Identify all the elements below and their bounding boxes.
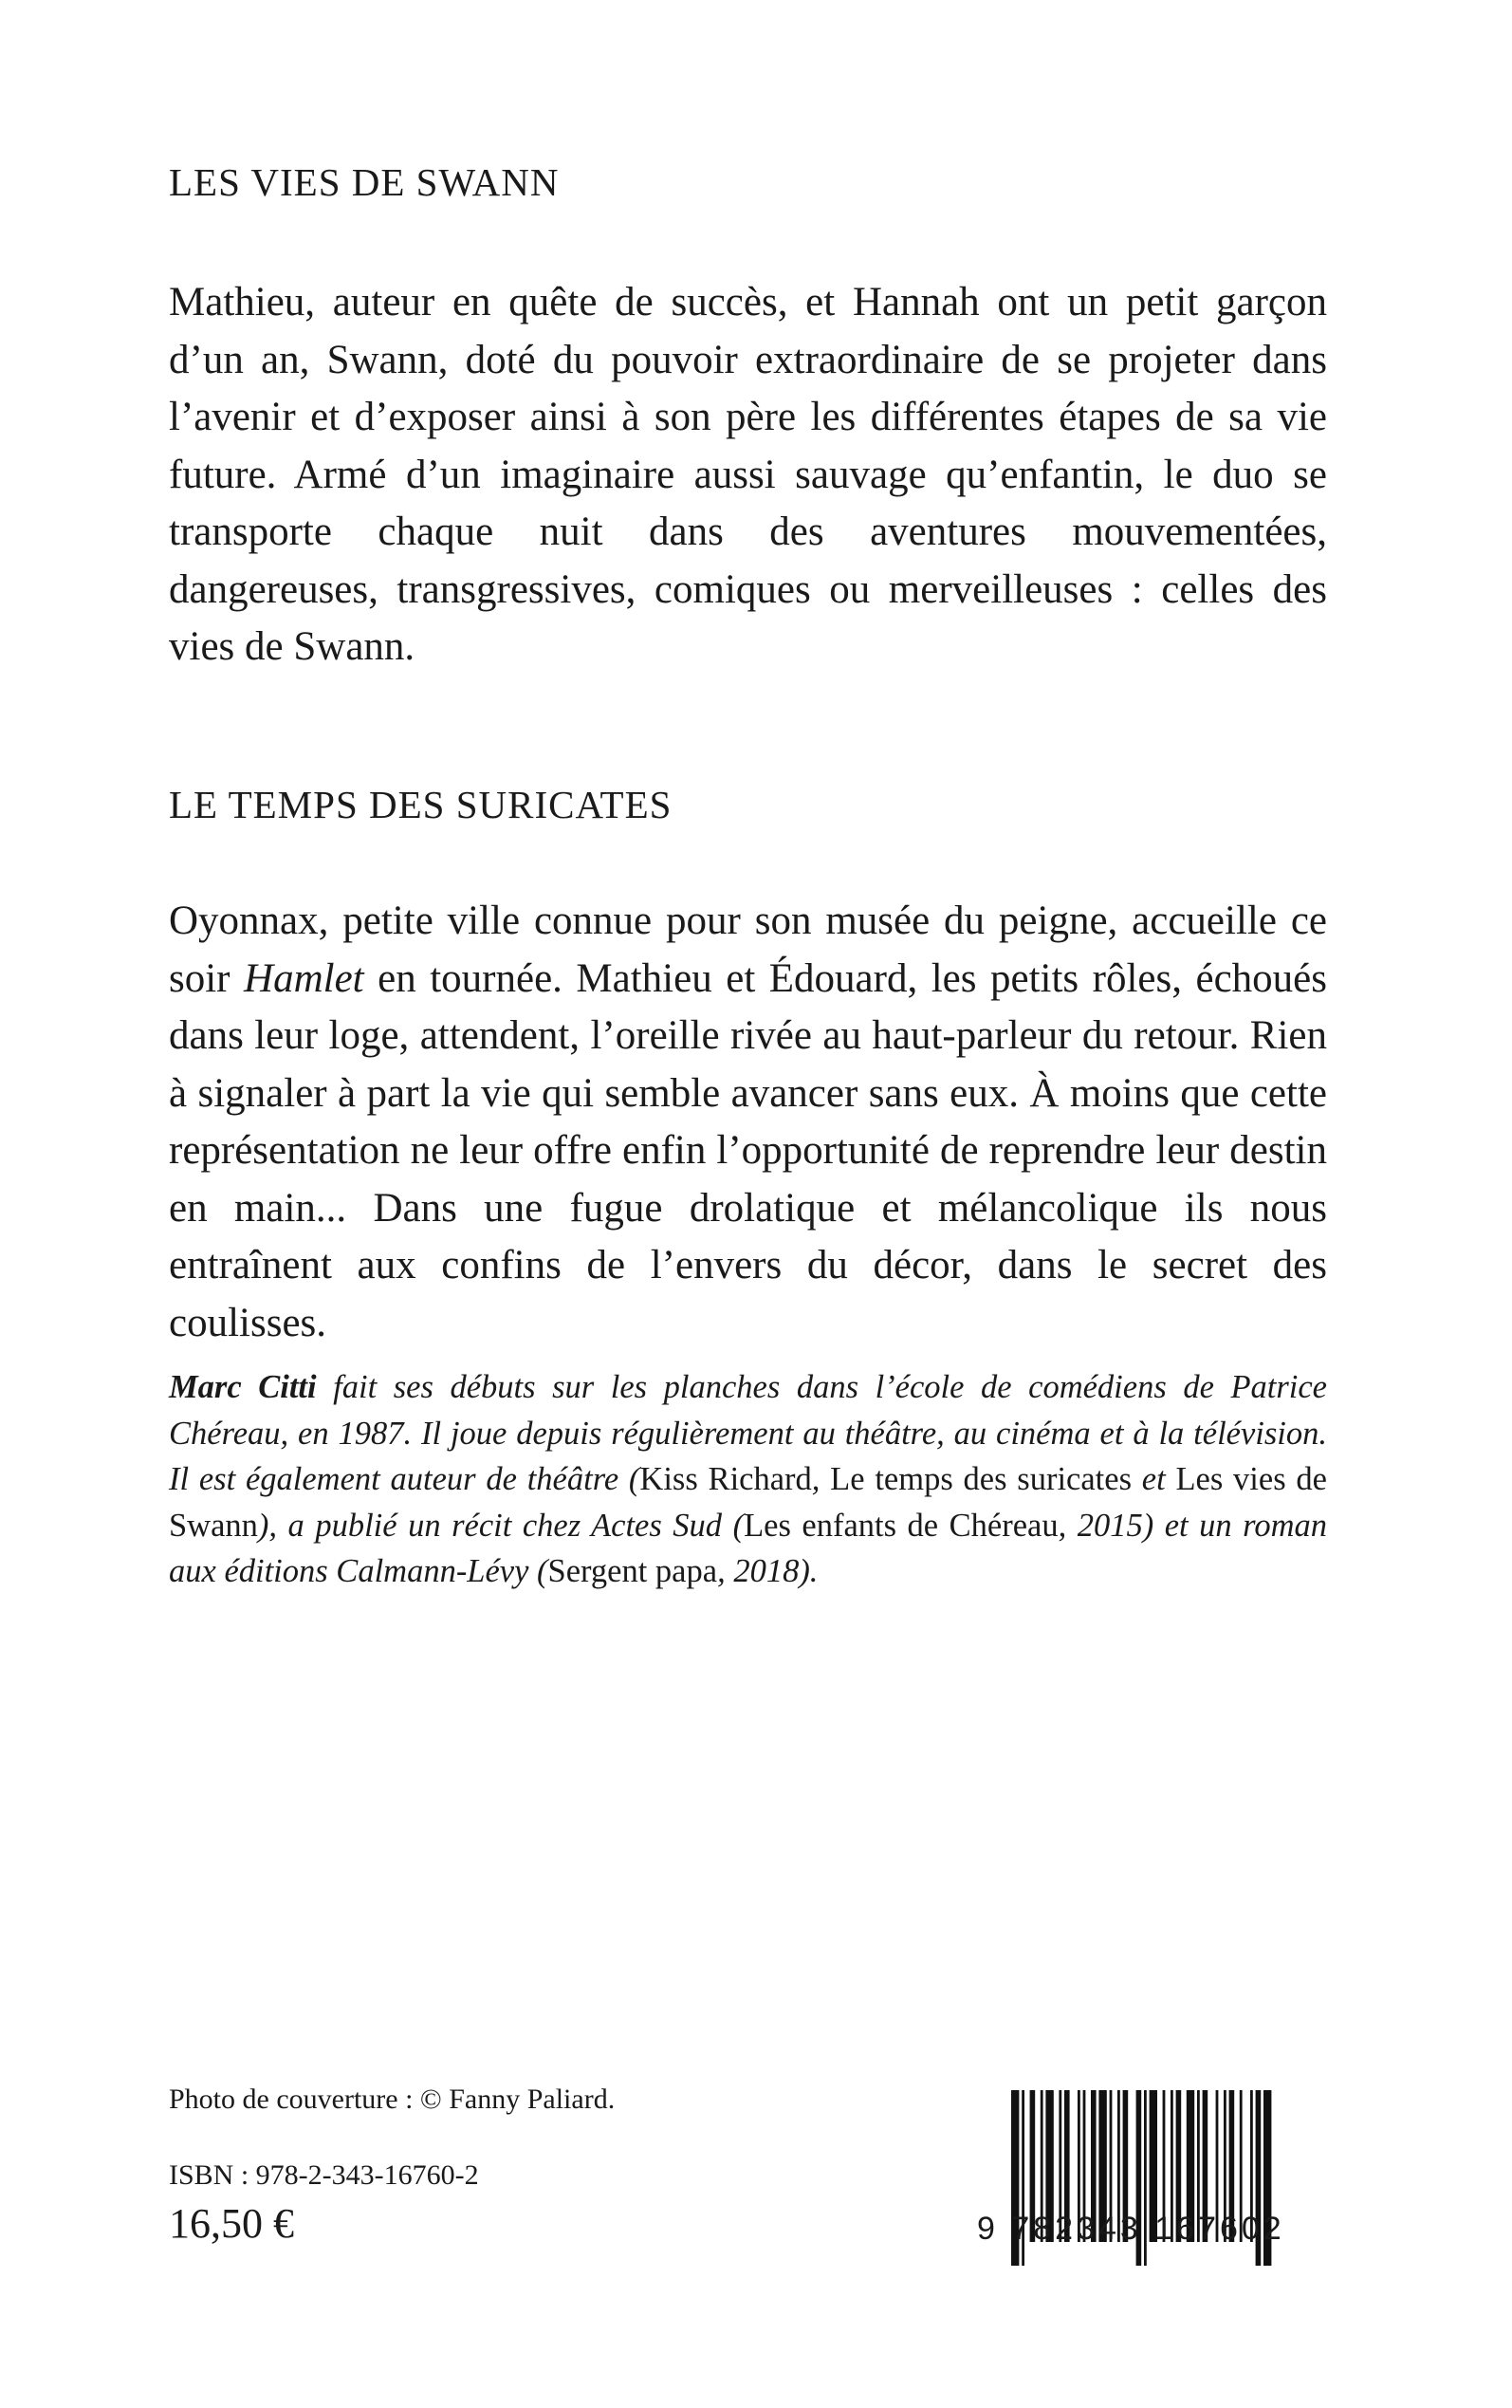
work-title: Les enfants de Chéreau [744, 1507, 1059, 1544]
section-title-vies-de-swann: LES VIES DE SWANN [169, 160, 560, 204]
work-title: Le temps des suricates [830, 1461, 1132, 1497]
barcode-number: 9 782343 167602 [977, 2211, 1285, 2247]
work-title: Kiss Richard [639, 1461, 812, 1497]
photo-credit: Photo de couverture : © Fanny Paliard. [169, 2084, 616, 2115]
section-title-temps-des-suricates: LE TEMPS DES SURICATES [169, 783, 673, 826]
hamlet-title: Hamlet [244, 955, 364, 1001]
bio-text: , 2018). [717, 1553, 819, 1589]
bio-text: , 2015) et un roman aux éditions Calmann-Lévy ( [169, 1507, 1327, 1589]
bio-text: ), a publié un récit chez Actes Sud ( [257, 1507, 745, 1544]
work-title: Les vies de Swann [169, 1461, 1327, 1544]
synopsis-text-part: Oyonnax, petite ville connue pour son musée du peigne, accueille ce soir [169, 898, 1327, 1001]
author-name: Marc Citti [169, 1369, 317, 1405]
synopsis-vies-de-swann: Mathieu, auteur en quête de succès, et Hannah ont un petit garçon d’un an, Swann, doté du pouvoir extraordinaire de se projeter dans l’avenir et d’exposer ainsi à son père les différentes étapes de sa vie future. Armé d’un imaginaire aussi sauvage qu’enfantin, le duo se transporte chaque nuit dans des aventures mouvementées, dangereuses, transgressives, comiques ou merveilleuses : celles des vies de Swann. [169, 280, 1327, 669]
price: 16,50 € [169, 2200, 294, 2247]
bio-text: et [1132, 1461, 1176, 1497]
synopsis-temps-des-suricates [169, 893, 1327, 1352]
synopsis-text-part: en tournée. Mathieu et Édouard, les petits rôles, échoués dans leur loge, attendent, l’oreille rivée au haut-parleur du retour. Rien à signaler à part la vie qui semble avancer sans eux. À moins que cette représentation ne leur offre enfin l’opportunité de reprendre leur destin en main... Dans une fugue drolatique et mélancolique ils nous entraînent aux confins de l’envers du décor, dans le secret des coulisses. [169, 955, 1327, 1345]
bio-text: fait ses débuts sur les planches dans l’école de comédiens de Patrice Chéreau, en 1987. Il joue depuis régulièrement au théâtre, au cinéma et à la télévision. Il est également auteur de théâtre ( [169, 1369, 1327, 1497]
author-bio [169, 1364, 1327, 1595]
work-title: Sergent papa [547, 1553, 718, 1589]
bio-text: , [811, 1461, 831, 1497]
isbn: ISBN : 978-2-343-16760-2 [169, 2159, 479, 2191]
